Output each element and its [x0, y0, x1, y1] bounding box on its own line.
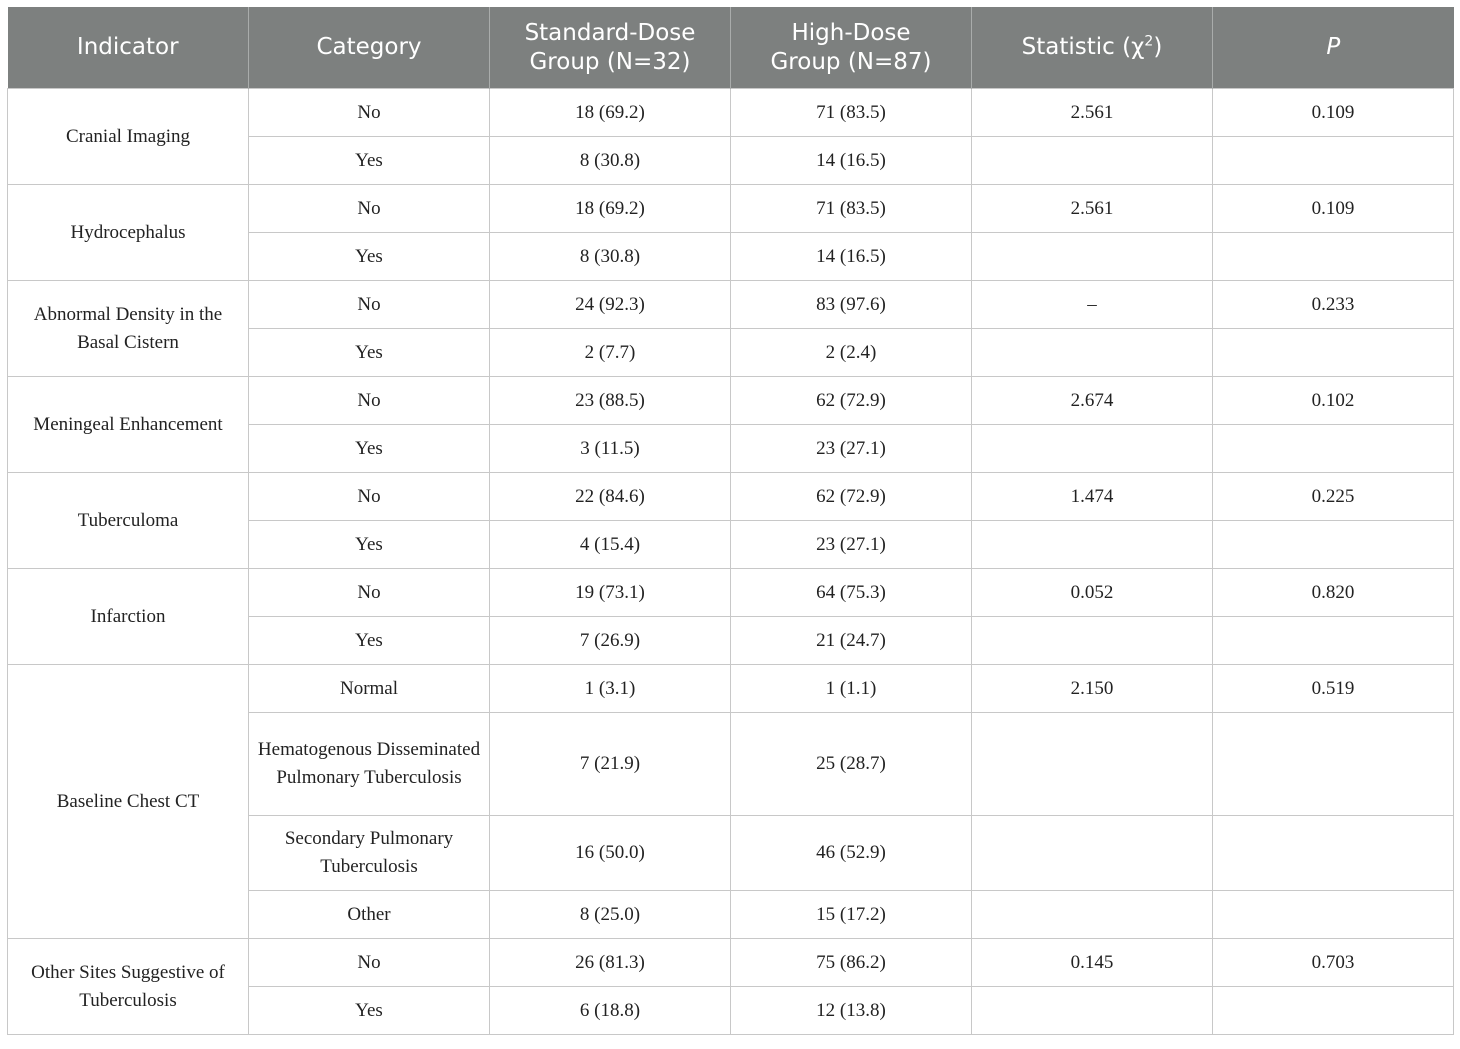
- p-cell: [1213, 617, 1454, 665]
- indicator-cell: Tuberculoma: [8, 473, 249, 569]
- statistic-cell: 1.474: [972, 473, 1213, 521]
- header-category: Category: [249, 7, 490, 89]
- statistic-cell: [972, 816, 1213, 891]
- table-row: [8, 89, 1454, 137]
- category-cell: No: [249, 185, 490, 233]
- standard-cell: 26 (81.3): [490, 939, 731, 987]
- indicator-cell: Infarction: [8, 569, 249, 665]
- statistic-cell: 0.145: [972, 939, 1213, 987]
- header-statistic: [972, 7, 1213, 89]
- header-high-line1: High-Dose: [791, 19, 911, 46]
- indicator-cell: Abnormal Density in the Basal Cistern: [8, 281, 249, 377]
- standard-cell: 4 (15.4): [490, 521, 731, 569]
- table-row: [8, 939, 1454, 987]
- header-standard-line1: Standard-Dose: [524, 19, 696, 46]
- statistic-cell: [972, 617, 1213, 665]
- statistic-cell: [972, 891, 1213, 939]
- category-cell: No: [249, 281, 490, 329]
- header-statistic-sup: 2: [1144, 33, 1154, 50]
- category-cell: No: [249, 473, 490, 521]
- standard-cell: 8 (30.8): [490, 137, 731, 185]
- results-table: [7, 7, 1454, 1035]
- category-cell: No: [249, 569, 490, 617]
- category-cell: Yes: [249, 425, 490, 473]
- p-cell: [1213, 521, 1454, 569]
- table-row: [8, 665, 1454, 713]
- standard-cell: 24 (92.3): [490, 281, 731, 329]
- category-cell: Secondary Pulmonary Tuberculosis: [249, 816, 490, 891]
- category-cell: Yes: [249, 137, 490, 185]
- high-cell: 14 (16.5): [731, 233, 972, 281]
- category-cell: Yes: [249, 233, 490, 281]
- statistic-cell: [972, 425, 1213, 473]
- statistic-cell: 2.150: [972, 665, 1213, 713]
- p-cell: 0.233: [1213, 281, 1454, 329]
- p-cell: 0.519: [1213, 665, 1454, 713]
- header-statistic-prefix: Statistic (χ: [1021, 34, 1145, 60]
- high-cell: 23 (27.1): [731, 521, 972, 569]
- statistic-cell: –: [972, 281, 1213, 329]
- high-cell: 62 (72.9): [731, 377, 972, 425]
- statistic-cell: 2.561: [972, 89, 1213, 137]
- statistic-cell: [972, 137, 1213, 185]
- high-cell: 15 (17.2): [731, 891, 972, 939]
- high-cell: 1 (1.1): [731, 665, 972, 713]
- p-cell: [1213, 891, 1454, 939]
- standard-cell: 22 (84.6): [490, 473, 731, 521]
- p-cell: 0.225: [1213, 473, 1454, 521]
- statistic-cell: [972, 713, 1213, 816]
- standard-cell: 2 (7.7): [490, 329, 731, 377]
- high-cell: 71 (83.5): [731, 89, 972, 137]
- indicator-cell: Other Sites Suggestive of Tuberculosis: [8, 939, 249, 1035]
- header-indicator: Indicator: [8, 7, 249, 89]
- p-cell: 0.703: [1213, 939, 1454, 987]
- table-row: [8, 569, 1454, 617]
- category-cell: Yes: [249, 329, 490, 377]
- high-cell: 71 (83.5): [731, 185, 972, 233]
- standard-cell: 18 (69.2): [490, 185, 731, 233]
- standard-cell: 7 (26.9): [490, 617, 731, 665]
- high-cell: 23 (27.1): [731, 425, 972, 473]
- statistic-cell: [972, 987, 1213, 1035]
- high-cell: 62 (72.9): [731, 473, 972, 521]
- table-row: [8, 185, 1454, 233]
- standard-cell: 16 (50.0): [490, 816, 731, 891]
- standard-cell: 3 (11.5): [490, 425, 731, 473]
- p-cell: [1213, 987, 1454, 1035]
- p-cell: [1213, 137, 1454, 185]
- standard-cell: 23 (88.5): [490, 377, 731, 425]
- indicator-cell: Meningeal Enhancement: [8, 377, 249, 473]
- high-cell: 21 (24.7): [731, 617, 972, 665]
- p-cell: 0.109: [1213, 185, 1454, 233]
- statistic-cell: 2.674: [972, 377, 1213, 425]
- high-cell: 12 (13.8): [731, 987, 972, 1035]
- category-cell: Hematogenous Disseminated Pulmonary Tuberculosis: [249, 713, 490, 816]
- category-cell: No: [249, 89, 490, 137]
- statistic-cell: [972, 233, 1213, 281]
- table-header-row: [8, 7, 1454, 89]
- statistic-cell: 0.052: [972, 569, 1213, 617]
- high-cell: 46 (52.9): [731, 816, 972, 891]
- p-cell: [1213, 329, 1454, 377]
- standard-cell: 7 (21.9): [490, 713, 731, 816]
- standard-cell: 18 (69.2): [490, 89, 731, 137]
- standard-cell: 19 (73.1): [490, 569, 731, 617]
- category-cell: No: [249, 377, 490, 425]
- p-cell: 0.102: [1213, 377, 1454, 425]
- p-cell: [1213, 425, 1454, 473]
- high-cell: 14 (16.5): [731, 137, 972, 185]
- standard-cell: 1 (3.1): [490, 665, 731, 713]
- table-row: [8, 473, 1454, 521]
- high-cell: 2 (2.4): [731, 329, 972, 377]
- p-cell: [1213, 233, 1454, 281]
- header-standard-line2: Group (N=32): [529, 48, 691, 75]
- table-row: [8, 281, 1454, 329]
- table-row: [8, 377, 1454, 425]
- header-statistic-suffix: ): [1153, 34, 1163, 60]
- p-cell: [1213, 713, 1454, 816]
- header-high-dose: [731, 7, 972, 89]
- statistic-cell: [972, 521, 1213, 569]
- high-cell: 64 (75.3): [731, 569, 972, 617]
- standard-cell: 8 (25.0): [490, 891, 731, 939]
- statistic-cell: 2.561: [972, 185, 1213, 233]
- table-body: [8, 89, 1454, 1035]
- p-cell: 0.820: [1213, 569, 1454, 617]
- standard-cell: 6 (18.8): [490, 987, 731, 1035]
- header-high-line2: Group (N=87): [770, 48, 932, 75]
- header-standard-dose: [490, 7, 731, 89]
- category-cell: Yes: [249, 617, 490, 665]
- high-cell: 83 (97.6): [731, 281, 972, 329]
- p-cell: [1213, 816, 1454, 891]
- high-cell: 75 (86.2): [731, 939, 972, 987]
- p-cell: 0.109: [1213, 89, 1454, 137]
- category-cell: No: [249, 939, 490, 987]
- category-cell: Normal: [249, 665, 490, 713]
- category-cell: Yes: [249, 521, 490, 569]
- indicator-cell: Hydrocephalus: [8, 185, 249, 281]
- category-cell: Yes: [249, 987, 490, 1035]
- indicator-cell: Cranial Imaging: [8, 89, 249, 185]
- indicator-cell: Baseline Chest CT: [8, 665, 249, 939]
- standard-cell: 8 (30.8): [490, 233, 731, 281]
- category-cell: Other: [249, 891, 490, 939]
- statistic-cell: [972, 329, 1213, 377]
- header-p: P: [1213, 7, 1454, 89]
- high-cell: 25 (28.7): [731, 713, 972, 816]
